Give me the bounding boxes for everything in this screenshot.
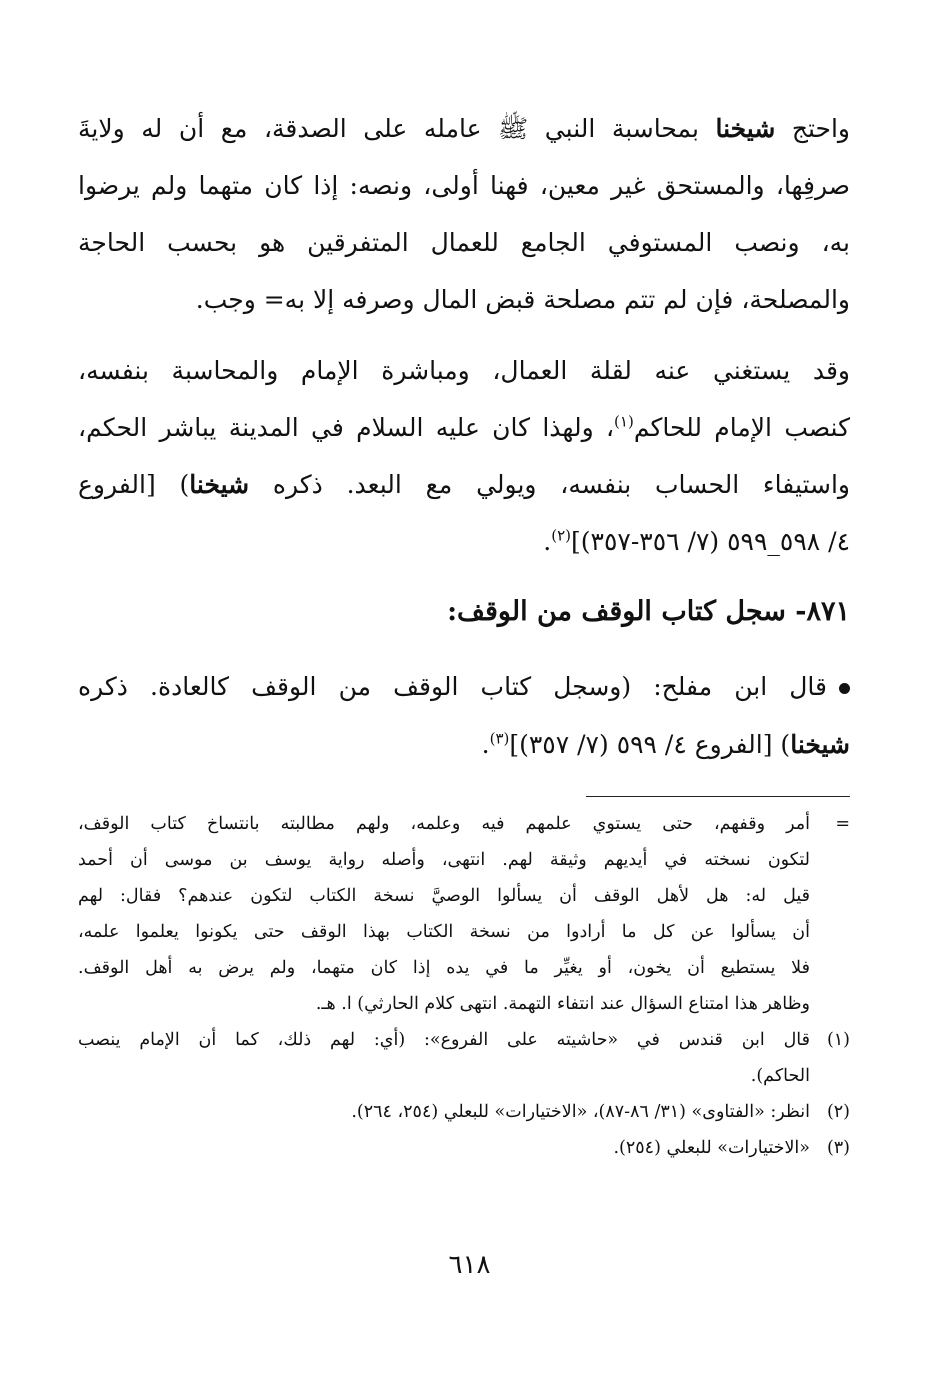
footnote-3 (78, 1130, 850, 1166)
footnote-2 (78, 1094, 850, 1130)
text-run: ، ولهذا كان عليه السلام في المدينة يباشر الحكم، (78, 413, 615, 442)
paragraph-line (78, 100, 850, 157)
footnote-ref[interactable]: (٣) (489, 729, 510, 748)
footnote-mark: (١) (826, 1030, 850, 1050)
footnote-line: وظاهر هذا امتناع السؤال عند انتفاء التهمة. انتهى كلام الحارثي) ا. هـ. (315, 994, 810, 1014)
text-run: واستيفاء الحساب بنفسه، ويولي مع البعد. ذكره (249, 470, 850, 499)
footnote-ref[interactable]: (١) (614, 412, 634, 431)
paragraph-line: به، ونصب المستوفي الجامع للعمال المتفرقين هو بحسب الحاجة (78, 228, 850, 257)
text-run: ) [الفروع (78, 470, 190, 499)
main-text (78, 100, 850, 788)
footnote-mark: = (835, 814, 850, 834)
page-number: ٦١٨ (448, 1250, 491, 1280)
paragraph-2 (78, 342, 850, 570)
footnote-mark: (٢) (826, 1102, 850, 1122)
paragraph-line: وقد يستغني عنه لقلة العمال، ومباشرة الإمام والمحاسبة بنفسه، (78, 356, 850, 385)
citation: ) [الفروع ٤/ ٥٩٩ (٧/ ٣٥٧)] (509, 730, 791, 759)
citation: ٤/ ٥٩٨_٥٩٩ (٧/ ٣٥٦-٣٥٧)] (571, 527, 850, 556)
paragraph-line (78, 513, 850, 570)
footnote-body (78, 1130, 810, 1166)
footnotes (78, 806, 850, 1166)
text-run: . (543, 527, 552, 556)
footnote-line: قال ابن قندس في «حاشيته على الفروع»: (أي: لهم ذلك، كما أن الإمام ينصب (78, 1030, 810, 1050)
paragraph-line (78, 716, 850, 774)
paragraph-1 (78, 100, 850, 328)
paragraph-line: صرفِها، والمستحق غير معين، فهنا أولى، ونصه: إذا كان متهما ولم يرضوا (78, 171, 850, 200)
paragraph-line (78, 399, 850, 456)
footnote-body (78, 806, 810, 1022)
footnote-line: لتكون نسخته في أيديهم وثيقة لهم. انتهى، وأصله رواية يوسف بن موسى أن أحمد (78, 850, 810, 870)
footnote-body (78, 1022, 810, 1094)
footnote-line: الحاكم). (750, 1066, 810, 1086)
text-run: واحتج (775, 114, 850, 143)
footnote-divider (586, 796, 850, 797)
footnote-mark: (٣) (826, 1138, 850, 1158)
bold-text: شيخنا (189, 470, 250, 499)
footnote-line: فلا يستطيع أن يخون، أو يغيِّر ما في يده إذا كان متهما، ولم يرض به أهل الوقف. (78, 958, 810, 978)
text-run: بمحاسبة النبي ﷺ عامله على الصدقة، مع أن له ولايةَ (78, 114, 716, 143)
bold-text: شيخنا (715, 114, 776, 143)
bold-text: شيخنا (790, 730, 850, 759)
paragraph-line (78, 658, 850, 716)
paragraph-3 (78, 658, 850, 774)
footnote-body (78, 1094, 810, 1130)
footnote-line: أن يسألوا عن كل ما أرادوا من نسخة الكتاب بهذا الوقف حتى يكونوا يعلموا علمه، (78, 922, 810, 942)
footnote-1 (78, 1022, 850, 1094)
footnote-line: «الاختيارات» للبعلي (٢٥٤). (613, 1138, 810, 1158)
footnote-line: قيل له: هل لأهل الوقف أن يسألوا الوصيَّ نسخة الكتاب لتكون عندهم؟ فقال: لهم (78, 886, 810, 906)
section-heading: ٨٧١- سجل كتاب الوقف من الوقف: (447, 596, 850, 627)
text-run: كنصب الإمام للحاكم (633, 413, 850, 442)
paragraph-line (78, 456, 850, 513)
footnote-continuation (78, 806, 850, 1022)
footnote-ref[interactable]: (٢) (551, 526, 572, 545)
bullet-icon (839, 683, 850, 694)
footnote-line: أمر وقفهم، حتى يستوي علمهم فيه وعلمه، ولهم مطالبته بانتساخ كتاب الوقف، (78, 814, 810, 834)
footnote-line: انظر: «الفتاوى» (٣١/ ٨٦-٨٧)، «الاختيارات» للبعلي (٢٥٤، ٢٦٤). (351, 1102, 810, 1122)
paragraph-line: والمصلحة، فإن لم تتم مصلحة قبض المال وصرفه إلا به= وجب. (195, 285, 850, 314)
text-run: قال ابن مفلح: (وسجل كتاب الوقف من الوقف كالعادة. ذكره (78, 672, 827, 701)
text-run: . (481, 730, 490, 759)
